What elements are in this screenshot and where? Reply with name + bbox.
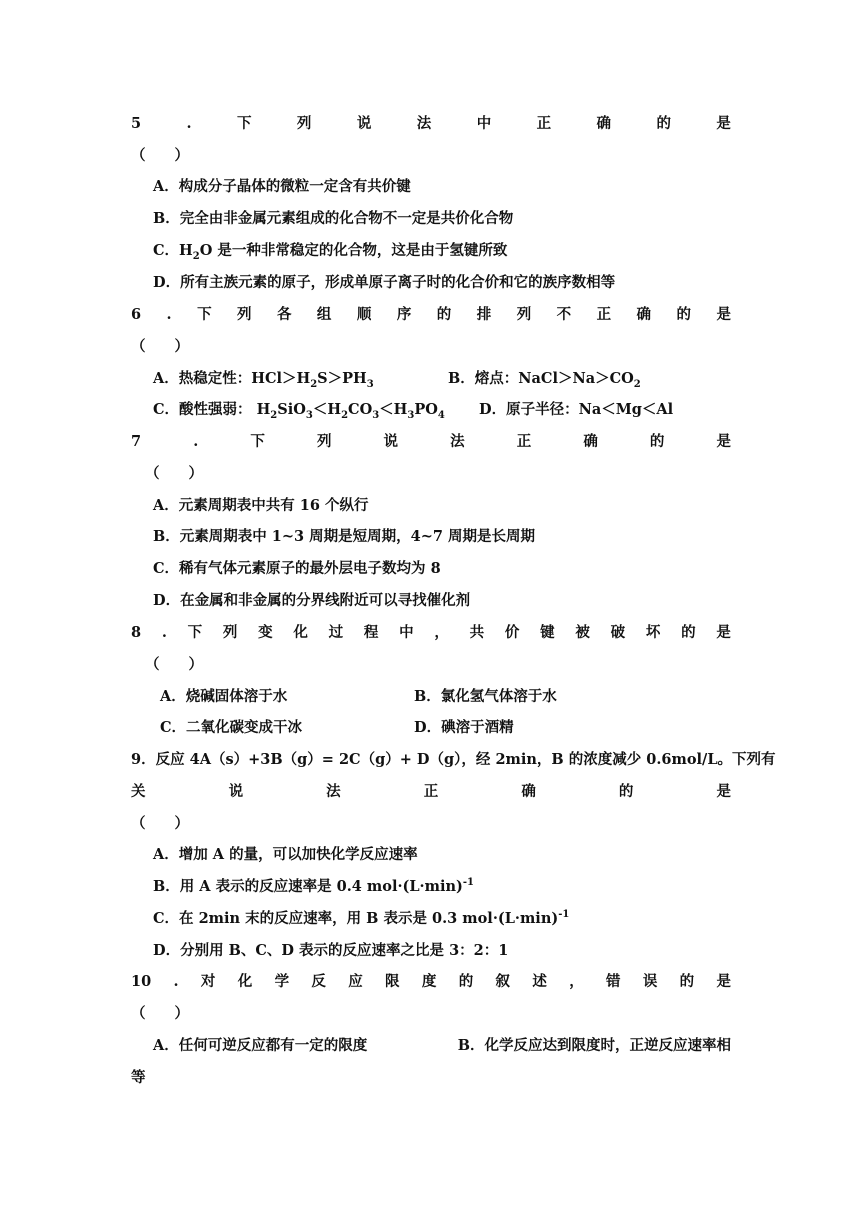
q5-stem xyxy=(131,113,731,135)
q5-option-a: A．构成分子晶体的微粒一定含有共价键 xyxy=(153,178,411,195)
q8-stem-char: 被 xyxy=(575,624,590,641)
q9-option-c: C．在 2min 末的反应速率，用 B 表示是 0.3 $mol\cdot(L\cdot\min)^{-1}$ xyxy=(153,909,570,927)
q6-row-ab xyxy=(153,368,731,390)
q7-stem-char: 下 xyxy=(250,433,265,450)
q10-stem-char: 是 xyxy=(716,973,731,990)
q8-row-ab xyxy=(160,686,731,708)
q8-stem-char: 列 xyxy=(222,624,238,641)
q5-stem-char: 中 xyxy=(476,115,492,132)
q8-stem-char: 共 xyxy=(469,624,485,641)
q8-stem-char: 化 xyxy=(293,624,308,641)
q6-option-d: D．原子半径：Na＜Mg＜Al xyxy=(479,401,674,418)
q6-stem-char: 是 xyxy=(716,306,731,323)
q10-stem-char: 述 xyxy=(532,973,547,990)
q8-stem-char: 价 xyxy=(504,624,520,641)
q7-option-d: D．在金属和非金属的分界线附近可以寻找催化剂 xyxy=(153,592,471,609)
q9-paren: （ ） xyxy=(131,815,189,832)
q10-paren: （ ） xyxy=(131,1005,189,1022)
q6-stem-char: 下 xyxy=(197,306,212,323)
q8-stem-char: ， xyxy=(434,624,449,641)
q5-option-c: C．$H_2O$ 是一种非常稳定的化合物，这是由于氢键所致 xyxy=(153,242,508,262)
q8-stem-char: 坏 xyxy=(645,624,661,641)
q5-paren: （ ） xyxy=(131,147,189,164)
q10-option-b-continued: 等 xyxy=(131,1069,146,1086)
q6-stem-char: 正 xyxy=(596,306,612,323)
q9-option-b: B．用 A 表示的反应速率是 0.4 $mol\cdot(L\cdot\min)^{-1}$ xyxy=(153,877,474,895)
q7-option-c: C．稀有气体元素原子的最外层电子数均为 8 xyxy=(153,560,441,577)
q8-paren: （ ） xyxy=(145,656,203,673)
q9-stem-char: 关 xyxy=(131,783,146,800)
q7-stem-char: 确 xyxy=(583,433,598,450)
q7-option-b: B．元素周期表中 1~3 周期是短周期，4~7 周期是长周期 xyxy=(153,528,536,545)
q9-stem-line2 xyxy=(131,781,731,803)
q10-option-a: A．任何可逆反应都有一定的限度 xyxy=(153,1037,368,1054)
q8-row-cd xyxy=(160,717,731,739)
q9-stem-char: 法 xyxy=(326,783,341,800)
q8-stem-char: 过 xyxy=(328,624,344,641)
q9-stem-char: 确 xyxy=(521,783,536,800)
q9-option-d: D．分别用 B、C、D 表示的反应速率之比是 3：2：1 xyxy=(153,942,509,959)
q10-stem-char: 对 xyxy=(200,973,216,990)
q10-stem-char: 反 xyxy=(311,973,326,990)
q8-option-d: D．碘溶于酒精 xyxy=(414,719,514,736)
q8-stem-char: 程 xyxy=(363,624,379,641)
q8-option-a: A．烧碱固体溶于水 xyxy=(160,688,288,705)
q6-stem-char: 不 xyxy=(556,306,572,323)
q10-stem-char: 错 xyxy=(606,973,621,990)
q8-stem-char: 8 xyxy=(131,624,142,641)
q6-stem-char: 各 xyxy=(276,306,292,323)
q9-stem-char: 正 xyxy=(423,783,439,800)
q8-stem-char: 破 xyxy=(610,624,626,641)
q9-stem-char: 是 xyxy=(716,783,731,800)
q6-option-b: B．熔点：$NaCl>Na>CO_2$ xyxy=(448,370,641,390)
q6-stem-char: 排 xyxy=(476,306,492,323)
q8-stem-char: . xyxy=(161,624,167,641)
q5-stem-char: 正 xyxy=(536,115,552,132)
q9-stem-char: 说 xyxy=(228,783,244,800)
q5-stem-char: . xyxy=(186,115,192,132)
q7-stem xyxy=(131,431,731,453)
q7-stem-char: 是 xyxy=(716,433,731,450)
q8-option-b: B．氯化氢气体溶于水 xyxy=(414,688,557,705)
q5-stem-char: 确 xyxy=(596,115,612,132)
q7-stem-char: . xyxy=(193,433,199,450)
q5-stem-char: 列 xyxy=(296,115,312,132)
q5-stem-char: 5 xyxy=(131,115,142,132)
q6-stem-char: 列 xyxy=(516,306,532,323)
q10-stem-char: 化 xyxy=(237,973,253,990)
q10-stem-char: 应 xyxy=(348,973,363,990)
q8-stem-char: 变 xyxy=(258,624,273,641)
q6-stem-char: 6 xyxy=(131,306,142,323)
q5-stem-char: 是 xyxy=(716,115,731,132)
q8-stem-char: 是 xyxy=(716,624,731,641)
q6-stem-char: 列 xyxy=(237,306,252,323)
q10-stem-char: 的 xyxy=(679,973,695,990)
q6-stem-char: 的 xyxy=(676,306,691,323)
q8-stem-char: 键 xyxy=(540,624,555,641)
q10-stem-char: 的 xyxy=(458,973,474,990)
q10-stem-char: 学 xyxy=(274,973,290,990)
q10-stem-char: 度 xyxy=(421,973,437,990)
q9-stem-line1: 9．反应 4A（s）+3B（g）= 2C（g）+ D（g），经 2min，B 的浓度减少 0.6mol/L。下列有 xyxy=(131,751,776,768)
q6-paren: （ ） xyxy=(131,338,189,355)
q10-stem-char: ， xyxy=(569,973,584,990)
q8-stem-char: 的 xyxy=(681,624,696,641)
q10-stem-char: 10 xyxy=(131,973,152,990)
q7-stem-char: 说 xyxy=(383,433,399,450)
q9-stem-char: 的 xyxy=(618,783,634,800)
q6-stem-char: 组 xyxy=(316,306,332,323)
q7-stem-char: 的 xyxy=(649,433,665,450)
q6-stem xyxy=(131,304,731,326)
q9-option-a: A．增加 A 的量，可以加快化学反应速率 xyxy=(153,846,418,863)
q6-stem-char: 序 xyxy=(396,306,412,323)
q5-stem-char: 法 xyxy=(416,115,432,132)
q6-stem-char: . xyxy=(166,306,172,323)
q10-stem-char: . xyxy=(173,973,179,990)
q7-stem-char: 7 xyxy=(131,433,142,450)
q5-option-d: D．所有主族元素的原子，形成单原子离子时的化合价和它的族序数相等 xyxy=(153,274,616,291)
q6-stem-char: 的 xyxy=(436,306,452,323)
q10-stem-char: 误 xyxy=(642,973,658,990)
q10-stem-char: 限 xyxy=(385,973,400,990)
q8-stem xyxy=(131,622,731,644)
q7-stem-char: 正 xyxy=(516,433,532,450)
q6-option-c: C．酸性强弱： $H_2SiO_3<H_2CO_3<H_3PO_4$ xyxy=(153,401,445,421)
q7-stem-char: 法 xyxy=(450,433,465,450)
q7-stem-char: 列 xyxy=(316,433,332,450)
q6-stem-char: 确 xyxy=(636,306,652,323)
q8-option-c: C．二氧化碳变成干冰 xyxy=(160,719,303,736)
q6-row-cd xyxy=(153,399,731,421)
q5-stem-char: 下 xyxy=(237,115,252,132)
q8-stem-char: 中 xyxy=(399,624,414,641)
q6-stem-char: 顺 xyxy=(356,306,372,323)
q5-stem-char: 的 xyxy=(656,115,671,132)
q7-paren: （ ） xyxy=(145,465,203,482)
q8-stem-char: 下 xyxy=(187,624,203,641)
q5-stem-char: 说 xyxy=(356,115,372,132)
q10-stem xyxy=(131,971,731,993)
q6-option-a: A．热稳定性：$HCl>H_2S>PH_3$ xyxy=(153,370,374,390)
q5-option-b: B．完全由非金属元素组成的化合物不一定是共价化合物 xyxy=(153,210,514,227)
q10-option-b: B．化学反应达到限度时，正逆反应速率相 xyxy=(457,1037,731,1054)
q7-option-a: A．元素周期表中共有 16 个纵行 xyxy=(153,497,369,514)
q10-stem-char: 叙 xyxy=(495,973,511,990)
q10-row-ab xyxy=(153,1035,731,1057)
